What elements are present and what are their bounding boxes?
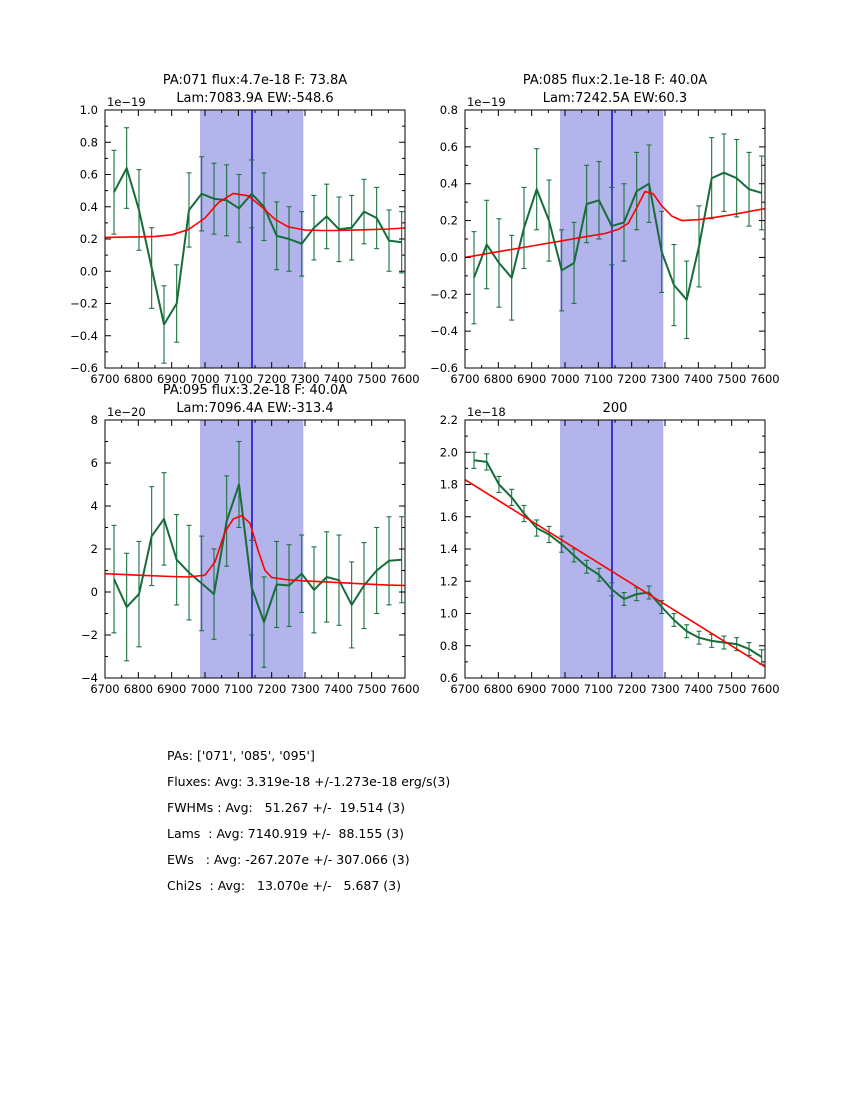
- y-tick-label: 2.2: [439, 413, 458, 427]
- y-tick-label: 0.6: [79, 167, 98, 182]
- x-tick-label: 6700: [450, 372, 480, 386]
- y-tick-label: 0.8: [79, 135, 98, 150]
- chart-title: 200: [602, 401, 628, 416]
- summary-line-pas: PAs: ['071', '085', '095']: [167, 748, 315, 763]
- x-tick-label: 6700: [450, 682, 480, 696]
- chart-title: PA:095 flux:3.2e-18 F: 40.0A: [162, 383, 348, 398]
- x-tick-label: 7500: [357, 682, 387, 696]
- x-tick-label: 7300: [650, 372, 680, 386]
- y-tick-label: 0.4: [79, 199, 98, 214]
- x-tick-label: 7500: [717, 372, 747, 386]
- x-tick-label: 7600: [750, 372, 780, 386]
- chart-title: Lam:7096.4A EW:-313.4: [176, 401, 334, 416]
- y-tick-label: −0.4: [70, 328, 98, 343]
- chart-title: PA:085 flux:2.1e-18 F: 40.0A: [522, 73, 708, 88]
- y-tick-label: 1.0: [79, 103, 98, 117]
- x-tick-label: 6700: [90, 682, 120, 696]
- y-tick-label: 0.2: [79, 232, 98, 246]
- x-tick-label: 6900: [157, 682, 187, 696]
- y-tick-label: 0.8: [439, 638, 458, 653]
- x-tick-label: 7500: [357, 372, 387, 386]
- summary-line-fluxes: Fluxes: Avg: 3.319e-18 +/-1.273e-18 erg/s(3): [167, 774, 451, 789]
- x-tick-label: 7100: [583, 682, 613, 696]
- y-tick-label: −0.6: [430, 361, 458, 375]
- x-tick-label: 7500: [717, 682, 747, 696]
- x-tick-label: 7600: [750, 682, 780, 696]
- y-tick-label: 2.0: [439, 445, 458, 460]
- x-tick-label: 7000: [550, 682, 580, 696]
- summary-line-fwhms: FWHMs : Avg: 51.267 +/- 19.514 (3): [167, 800, 405, 815]
- x-tick-label: 6900: [517, 682, 547, 696]
- summary-line-lams: Lams : Avg: 7140.919 +/- 88.155 (3): [167, 826, 404, 841]
- summary-line-ews: EWs : Avg: -267.207e +/- 307.066 (3): [167, 852, 410, 867]
- y-axis-offset-label: 1e−19: [107, 95, 146, 109]
- y-tick-label: 2: [90, 542, 98, 556]
- y-tick-label: −0.2: [430, 287, 458, 302]
- y-tick-label: −0.6: [70, 361, 98, 375]
- x-tick-label: 7200: [257, 372, 287, 386]
- y-tick-label: −0.2: [70, 296, 98, 311]
- error-bar: [112, 150, 117, 234]
- y-tick-label: 0.6: [439, 671, 458, 685]
- x-tick-label: 6700: [90, 372, 120, 386]
- x-tick-label: 7300: [290, 372, 320, 386]
- x-tick-label: 7400: [683, 372, 713, 386]
- y-tick-label: 0: [90, 585, 98, 599]
- x-tick-label: 6900: [157, 372, 187, 386]
- x-tick-label: 7300: [290, 682, 320, 696]
- x-tick-label: 7000: [190, 682, 220, 696]
- summary-text: [167, 743, 450, 899]
- x-tick-label: 6800: [483, 372, 513, 386]
- subplot-pa-085: [430, 73, 780, 386]
- y-tick-label: 1.0: [439, 606, 458, 621]
- x-tick-label: 6800: [483, 682, 513, 696]
- y-tick-label: −2: [81, 628, 98, 642]
- x-tick-label: 7000: [550, 372, 580, 386]
- x-tick-label: 7200: [257, 682, 287, 696]
- y-tick-label: 0.0: [79, 264, 98, 279]
- x-tick-label: 6800: [123, 372, 153, 386]
- y-tick-label: 0.0: [439, 250, 458, 265]
- y-tick-label: 1.6: [439, 509, 458, 524]
- x-tick-label: 7100: [223, 682, 253, 696]
- x-tick-label: 7600: [390, 682, 420, 696]
- y-tick-label: 0.4: [439, 176, 458, 191]
- y-tick-label: 0.6: [439, 139, 458, 154]
- x-tick-label: 6900: [517, 372, 547, 386]
- y-axis-offset-label: 1e−18: [467, 405, 506, 419]
- y-tick-label: 1.4: [439, 542, 458, 556]
- x-tick-label: 7400: [323, 682, 353, 696]
- y-tick-label: 4: [90, 499, 98, 513]
- y-tick-label: −4: [81, 671, 98, 685]
- x-tick-label: 6800: [123, 682, 153, 696]
- x-tick-label: 7400: [683, 682, 713, 696]
- x-tick-label: 7200: [617, 372, 647, 386]
- subplot-pa-071: [70, 73, 420, 386]
- subplot-sum-200: [440, 401, 780, 696]
- x-tick-label: 7400: [323, 372, 353, 386]
- y-tick-label: 1.2: [439, 574, 458, 589]
- y-tick-label: 0.2: [439, 213, 458, 228]
- x-tick-label: 7100: [583, 372, 613, 386]
- chart-title: Lam:7242.5A EW:60.3: [542, 91, 688, 106]
- y-axis-offset-label: 1e−19: [467, 95, 506, 109]
- y-tick-label: 8: [90, 413, 98, 427]
- y-tick-label: −0.4: [430, 324, 458, 339]
- x-tick-label: 7000: [190, 372, 220, 386]
- y-tick-label: 6: [90, 456, 98, 470]
- subplot-pa-095: [81, 383, 420, 696]
- x-tick-label: 7300: [650, 682, 680, 696]
- x-tick-label: 7200: [617, 682, 647, 696]
- y-tick-label: 1.8: [439, 477, 458, 492]
- x-tick-label: 7600: [390, 372, 420, 386]
- chart-title: PA:071 flux:4.7e-18 F: 73.8A: [162, 73, 348, 88]
- x-tick-label: 7100: [223, 372, 253, 386]
- chart-title: Lam:7083.9A EW:-548.6: [176, 91, 334, 106]
- y-tick-label: 0.8: [439, 103, 458, 117]
- y-axis-offset-label: 1e−20: [107, 405, 146, 419]
- summary-line-chi2s: Chi2s : Avg: 13.070e +/- 5.687 (3): [167, 878, 401, 893]
